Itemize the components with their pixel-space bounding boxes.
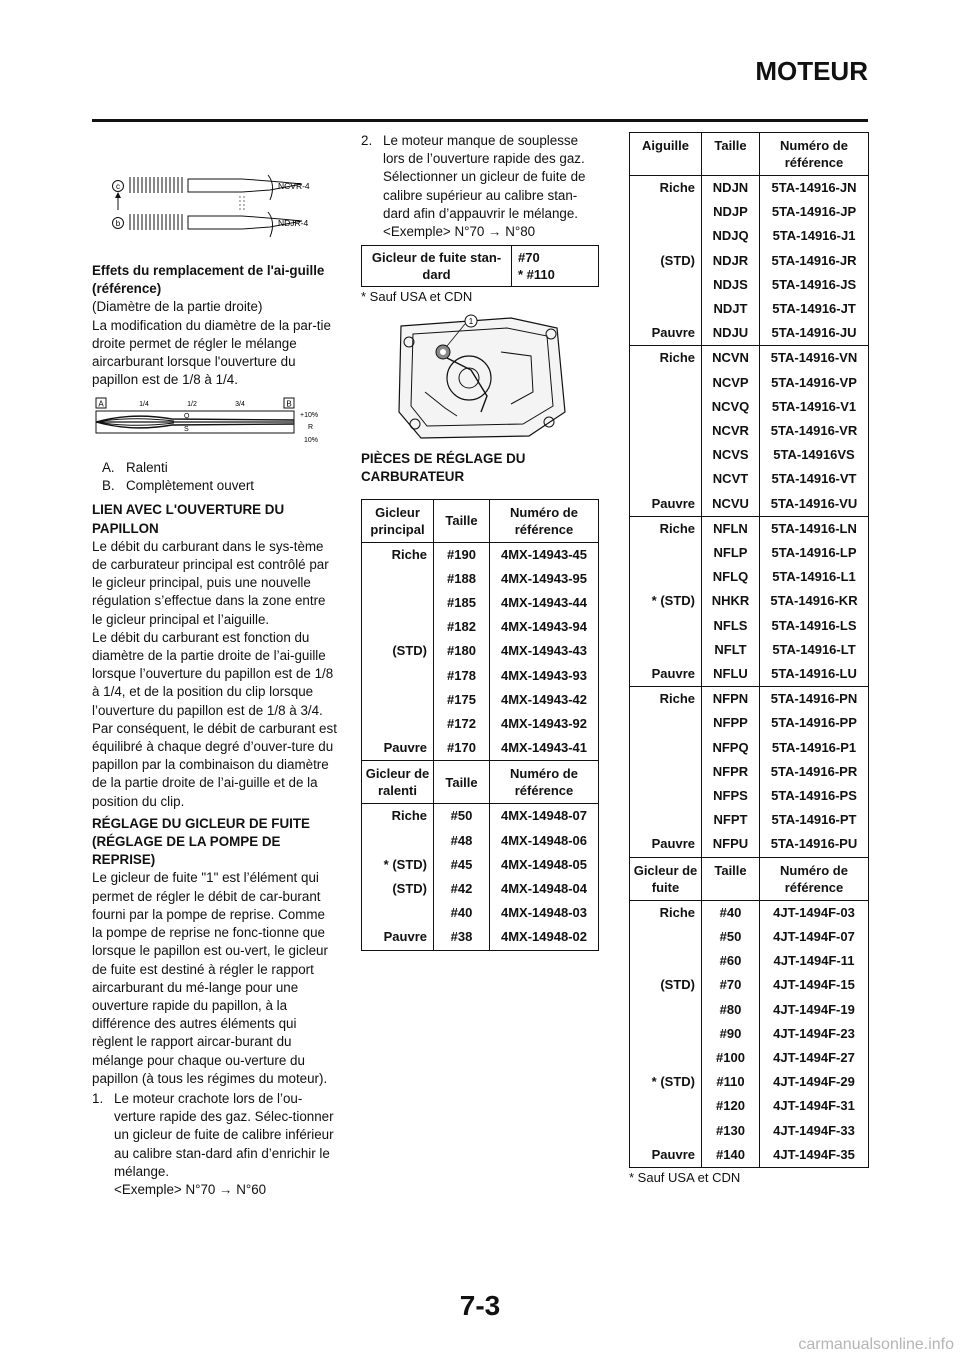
row-rating <box>630 1022 702 1046</box>
row-rating <box>362 591 434 615</box>
row-size: NFLS <box>702 614 760 638</box>
relation-paragraph-3: Par conséquent, le débit de carburant est équilibré à chaque degré d’ouver-ture du papillon par la combinaison du diamètre de la partie droite de l’ai-guille et de la position du clip. <box>92 720 337 809</box>
row-reference: 5TA-14916-LN <box>760 516 869 541</box>
row-reference: 4JT-1494F-15 <box>760 973 869 997</box>
row-size: #172 <box>434 712 490 736</box>
row-rating <box>630 565 702 589</box>
row-rating: Pauvre <box>651 836 695 852</box>
watermark: carmanualsonline.info <box>798 1336 954 1353</box>
row-size: #60 <box>702 949 760 973</box>
row-size: #40 <box>702 900 760 925</box>
row-reference: 4JT-1494F-19 <box>760 998 869 1022</box>
row-size: NCVT <box>702 467 760 491</box>
row-rating <box>630 419 702 443</box>
row-reference: 5TA-14916-JN <box>760 176 869 201</box>
row-reference: 5TA-14916-PT <box>760 808 869 832</box>
row-reference: 5TA-14916-J1 <box>760 224 869 248</box>
ref-header: Numéro de référence <box>490 499 599 542</box>
row-reference: 4MX-14943-93 <box>490 664 599 688</box>
carburetor-illustration <box>361 312 599 444</box>
row-size: #120 <box>702 1094 760 1118</box>
row-size: #48 <box>434 829 490 853</box>
table-row <box>630 176 869 201</box>
row-size: NFLN <box>702 516 760 541</box>
row-rating: (STD) <box>392 643 427 659</box>
row-rating <box>630 711 702 735</box>
tick-half: 1/2 <box>187 401 197 409</box>
row-size: #100 <box>702 1046 760 1070</box>
page-title: MOTEUR <box>755 56 868 86</box>
row-rating: Riche <box>391 546 427 562</box>
row-rating <box>362 712 434 736</box>
row-reference: 5TA-14916-VU <box>760 492 869 517</box>
table-row <box>630 638 869 662</box>
row-rating <box>630 998 702 1022</box>
ref-header: Numéro de référence <box>760 133 869 176</box>
row-rating <box>630 736 702 760</box>
leak-jet-steps-continued <box>361 132 599 241</box>
table-row <box>630 467 869 491</box>
needle-header: Aiguille <box>630 133 702 176</box>
table-row <box>630 784 869 808</box>
row-size: NCVS <box>702 443 760 467</box>
row-rating: Pauvre <box>651 1146 695 1162</box>
needle-label-c: c <box>116 182 120 191</box>
row-size: #45 <box>434 853 490 877</box>
ref-header: Numéro de référence <box>490 761 599 804</box>
row-reference: 4MX-14943-95 <box>490 567 599 591</box>
row-reference: 4MX-14943-45 <box>490 542 599 567</box>
needle-table-note: * Sauf USA et CDN <box>629 1169 741 1185</box>
needle-label-b: b <box>115 219 121 228</box>
row-rating: Riche <box>630 687 702 712</box>
table-row <box>630 516 869 541</box>
column-middle <box>361 130 599 951</box>
row-rating <box>362 567 434 591</box>
needle-figure <box>92 130 338 250</box>
row-rating <box>630 784 702 808</box>
main-and-slow-jet-table <box>361 499 599 951</box>
row-size: NFPP <box>702 711 760 735</box>
row-reference: 4JT-1494F-23 <box>760 1022 869 1046</box>
legend-item: B. Complètement ouvert <box>102 478 255 494</box>
row-rating: Pauvre <box>383 740 427 756</box>
row-size: #178 <box>434 664 490 688</box>
size-header: Taille <box>702 133 760 176</box>
row-rating <box>630 1046 702 1070</box>
pilot-table-note: * Sauf USA et CDN <box>361 289 473 305</box>
standard-leak-jet-label: Gicleur de fuite stan-dard <box>362 246 512 287</box>
carb-callout-1: 1 <box>468 317 474 327</box>
table-row <box>630 687 869 712</box>
legend-item: A. Ralenti <box>102 460 168 476</box>
table-row <box>630 565 869 589</box>
table-row <box>630 492 869 517</box>
row-reference: 5TA-14916-LT <box>760 638 869 662</box>
row-rating: (STD) <box>660 252 695 268</box>
row-size: NDJU <box>702 321 760 346</box>
table-row <box>630 900 869 925</box>
row-reference: 5TA-14916-VR <box>760 419 869 443</box>
row-size: NFPU <box>702 832 760 857</box>
table-row <box>630 346 869 371</box>
leak-jet-steps <box>92 1090 338 1199</box>
table-row <box>362 804 599 829</box>
curve-label-s: S <box>184 426 189 434</box>
row-size: NFLP <box>702 541 760 565</box>
row-size: NFPQ <box>702 736 760 760</box>
step-item: 1. Le moteur crachote lors de l’ou-verture rapide des gaz. Sélec-tionner un gicleur de fuite de calibre inférieur au calibre stan-dard afin d’enrichir le mélange. <Exemple> N°70 → N°60 <box>92 1090 338 1199</box>
table-row <box>630 371 869 395</box>
table-row <box>362 615 599 639</box>
row-rating: Pauvre <box>651 325 695 341</box>
standard-leak-jet-value: #70 <box>518 250 540 266</box>
throttle-diagram <box>92 397 338 453</box>
row-reference: 5TA-14916-VN <box>760 346 869 371</box>
row-rating <box>362 829 434 853</box>
row-reference: 5TA-14916-JP <box>760 200 869 224</box>
table-row <box>362 829 599 853</box>
row-rating <box>630 200 702 224</box>
needle-b-illustration <box>113 212 309 237</box>
table-row <box>362 925 599 950</box>
size-header: Taille <box>702 857 760 900</box>
table-row <box>630 273 869 297</box>
table-row <box>630 321 869 346</box>
needle-effects-heading: Effets du remplacement de l'ai-guille (référence) <box>92 263 325 297</box>
row-reference: 5TA-14916VS <box>760 443 869 467</box>
row-size: #175 <box>434 688 490 712</box>
tick-three-quarter: 3/4 <box>235 401 245 409</box>
row-reference: 5TA-14916-KR <box>760 589 869 613</box>
row-reference: 5TA-14916-LP <box>760 541 869 565</box>
row-size: NFLU <box>702 662 760 687</box>
column-right <box>629 132 869 1185</box>
needle-code-b: NDJR-4 <box>278 218 309 228</box>
row-size: NFPR <box>702 760 760 784</box>
row-reference: 4MX-14948-04 <box>490 877 599 901</box>
main-jet-header: Gicleur principal <box>362 499 434 542</box>
row-reference: 5TA-14916-VP <box>760 371 869 395</box>
row-rating: Riche <box>630 346 702 371</box>
table-row <box>630 443 869 467</box>
row-size: NCVP <box>702 371 760 395</box>
row-size: NFPS <box>702 784 760 808</box>
table-row <box>630 589 869 613</box>
throttle-legend <box>102 459 338 495</box>
needle-c-illustration <box>113 175 310 200</box>
row-rating: Riche <box>391 808 427 824</box>
row-rating: * (STD) <box>651 1074 695 1090</box>
row-size: #190 <box>434 542 490 567</box>
row-reference: 4JT-1494F-33 <box>760 1119 869 1143</box>
table-row <box>630 1022 869 1046</box>
row-size: NFLQ <box>702 565 760 589</box>
main-jet-rows <box>362 542 599 761</box>
table-row <box>630 973 869 997</box>
table-row <box>362 901 599 925</box>
row-size: #50 <box>702 925 760 949</box>
row-rating <box>630 273 702 297</box>
curve-label-q: Q <box>184 413 190 421</box>
row-reference: 4MX-14943-43 <box>490 639 599 663</box>
row-rating: Pauvre <box>383 929 427 945</box>
ref-header: Numéro de référence <box>760 857 869 900</box>
row-reference: 4JT-1494F-35 <box>760 1143 869 1168</box>
row-rating <box>630 760 702 784</box>
row-reference: 4MX-14943-41 <box>490 736 599 761</box>
row-rating: Riche <box>659 180 695 195</box>
row-reference: 4JT-1494F-29 <box>760 1070 869 1094</box>
throttle-opening-figure <box>92 397 338 453</box>
column-left <box>92 130 338 1199</box>
row-rating: Pauvre <box>651 666 695 682</box>
row-size: #170 <box>434 736 490 761</box>
size-header: Taille <box>434 499 490 542</box>
row-rating: Riche <box>659 904 695 920</box>
table-row <box>362 639 599 663</box>
row-reference: 4JT-1494F-07 <box>760 925 869 949</box>
row-reference: 4MX-14948-03 <box>490 901 599 925</box>
table-row <box>630 249 869 273</box>
table-row <box>630 224 869 248</box>
table-row <box>630 949 869 973</box>
row-rating <box>362 664 434 688</box>
table-row <box>630 760 869 784</box>
row-reference: 4JT-1494F-11 <box>760 949 869 973</box>
row-size: #188 <box>434 567 490 591</box>
row-size: NCVR <box>702 419 760 443</box>
table-row <box>630 614 869 638</box>
row-reference: 5TA-14916-JT <box>760 297 869 321</box>
table-row <box>362 542 599 567</box>
table-row <box>630 1119 869 1143</box>
row-rating: (STD) <box>660 977 695 993</box>
row-size: #185 <box>434 591 490 615</box>
row-reference: 5TA-14916-PS <box>760 784 869 808</box>
step-example: <Exemple> N°70 → N°80 <box>383 224 536 240</box>
row-reference: 4MX-14943-94 <box>490 615 599 639</box>
table-row <box>630 395 869 419</box>
row-reference: 5TA-14916-JS <box>760 273 869 297</box>
row-reference: 4JT-1494F-27 <box>760 1046 869 1070</box>
row-size: #40 <box>434 901 490 925</box>
row-rating <box>630 949 702 973</box>
needle-effects-text: La modification du diamètre de la par-tie droite permet de régler le mélange aircarburant lorsque l'ouverture du papillon est de 1/8 à 1/4. <box>92 317 331 388</box>
page-number: 7-3 <box>459 1290 501 1321</box>
row-size: #180 <box>434 639 490 663</box>
row-size: NDJS <box>702 273 760 297</box>
row-reference: 5TA-14916-LU <box>760 662 869 687</box>
table-row <box>630 832 869 857</box>
row-reference: 5TA-14916-PN <box>760 687 869 712</box>
row-rating <box>630 1094 702 1118</box>
tick-quarter: 1/4 <box>139 401 149 409</box>
standard-leak-jet-table <box>361 245 599 287</box>
table-row <box>630 736 869 760</box>
row-reference: 4JT-1494F-31 <box>760 1094 869 1118</box>
row-rating <box>630 297 702 321</box>
row-size: NDJT <box>702 297 760 321</box>
row-size: #42 <box>434 877 490 901</box>
leak-jet-header: Gicleur de fuite <box>630 857 702 900</box>
relation-paragraph-2: Le débit du carburant est fonction du diamètre de la partie droite de l’ai-guille lorsque l’ouverture du papillon est de 1/8 à 1/4, et de la position du clip lorsque l’ouverture du papillon est de 1/8 à 3/4. <box>92 629 334 718</box>
table-row <box>362 688 599 712</box>
row-rating <box>362 901 434 925</box>
row-rating <box>630 541 702 565</box>
title-rule <box>92 119 868 122</box>
scale-minus: 10% <box>304 437 319 445</box>
corner-label-b: B <box>286 399 292 409</box>
row-reference: 5TA-14916-LS <box>760 614 869 638</box>
row-size: NFPT <box>702 808 760 832</box>
row-reference: 5TA-14916-PU <box>760 832 869 857</box>
table-row <box>362 664 599 688</box>
row-reference: 4MX-14948-02 <box>490 925 599 950</box>
step-text: Le moteur crachote lors de l’ou-verture rapide des gaz. Sélec-tionner un gicleur de fuite de calibre inférieur au calibre stan-dard afin d’enrichir le mélange. <box>114 1090 334 1179</box>
table-row <box>362 567 599 591</box>
row-reference: 4MX-14948-07 <box>490 804 599 829</box>
row-size: #140 <box>702 1143 760 1168</box>
table-row <box>362 853 599 877</box>
row-size: #50 <box>434 804 490 829</box>
row-size: #130 <box>702 1119 760 1143</box>
needle-rows <box>630 176 869 858</box>
row-reference: 5TA-14916-PR <box>760 760 869 784</box>
row-size: NDJQ <box>702 224 760 248</box>
row-reference: 4MX-14943-42 <box>490 688 599 712</box>
needle-code-c: NCVR-4 <box>278 181 310 191</box>
row-reference: 5TA-14916-JU <box>760 321 869 346</box>
row-size: #80 <box>702 998 760 1022</box>
row-rating: * (STD) <box>383 856 427 872</box>
row-size: #90 <box>702 1022 760 1046</box>
step-text: Le moteur manque de souplesse lors de l’ouverture rapide des gaz. Sélectionner un gicleur de fuite de calibre supérieur au calibre stan-dard afin d’appauvrir le mélange. <box>383 133 586 221</box>
row-size: NFLT <box>702 638 760 662</box>
leak-jet-paragraph: Le gicleur de fuite "1" est l’élément qui permet de régler le débit de car-burant fourni par la pompe de reprise. Comme la pompe de reprise ne fonc-tionne que lorsque le papillon est ou-vert, le gicleur de fuite est destiné à régler le rapport aircarburant du mé-lange pour une ouverture rapide du papillon, à la différence des autres éléments qui règlent le rapport aircar-burant du mélange pour chaque ou-verture du papillon (à tous les régimes du moteur). <box>92 870 328 1086</box>
needle-diagram <box>92 130 338 250</box>
carb-parts-heading: PIÈCES DE RÉGLAGE DU CARBURATEUR <box>361 451 526 485</box>
row-reference: 5TA-14916-P1 <box>760 736 869 760</box>
table-row <box>630 419 869 443</box>
scale-r: R <box>308 424 314 432</box>
row-rating <box>630 443 702 467</box>
step-item: 2. Le moteur manque de souplesse lors de l’ouverture rapide des gaz. Sélectionner un gicleur de fuite de calibre supérieur au calibre stan-dard afin d’appauvrir le mélange. <Exemple> N°70 → N°80 <box>361 132 599 241</box>
table-row <box>630 297 869 321</box>
table-row <box>362 712 599 736</box>
row-size: NCVU <box>702 492 760 517</box>
row-size: #70 <box>702 973 760 997</box>
table-row <box>630 1143 869 1168</box>
row-rating <box>630 371 702 395</box>
row-reference: 4MX-14943-44 <box>490 591 599 615</box>
row-reference: 4MX-14948-05 <box>490 853 599 877</box>
row-reference: 5TA-14916-L1 <box>760 565 869 589</box>
row-reference: 4JT-1494F-03 <box>760 900 869 925</box>
row-size: NDJN <box>702 176 760 201</box>
row-size: NFPN <box>702 687 760 712</box>
carburetor-figure <box>361 312 599 444</box>
table-row <box>630 808 869 832</box>
row-size: #110 <box>702 1070 760 1094</box>
row-reference: 4MX-14948-06 <box>490 829 599 853</box>
row-reference: 5TA-14916-JR <box>760 249 869 273</box>
row-size: #38 <box>434 925 490 950</box>
row-rating <box>630 638 702 662</box>
row-size: #182 <box>434 615 490 639</box>
row-size: NCVQ <box>702 395 760 419</box>
table-row <box>630 925 869 949</box>
table-row <box>630 1046 869 1070</box>
row-rating <box>630 467 702 491</box>
table-row <box>630 200 869 224</box>
scale-plus: +10% <box>300 412 319 420</box>
leak-jet-heading: RÉGLAGE DU GICLEUR DE FUITE (RÉGLAGE DE LA POMPE DE REPRISE) <box>92 815 310 868</box>
table-row <box>630 1094 869 1118</box>
row-rating <box>630 614 702 638</box>
row-rating: (STD) <box>392 881 427 897</box>
row-size: NDJP <box>702 200 760 224</box>
table-row <box>630 662 869 687</box>
needle-effects-subtitle: (Diamètre de la partie droite) <box>92 299 263 315</box>
row-rating <box>630 1119 702 1143</box>
row-rating <box>630 925 702 949</box>
row-rating <box>630 224 702 248</box>
table-row <box>362 877 599 901</box>
leak-jet-rows <box>630 900 869 1167</box>
row-rating: Riche <box>630 516 702 541</box>
row-rating <box>362 615 434 639</box>
row-reference: 5TA-14916-V1 <box>760 395 869 419</box>
row-reference: 5TA-14916-PP <box>760 711 869 735</box>
row-rating <box>630 395 702 419</box>
table-row <box>630 541 869 565</box>
size-header: Taille <box>434 761 490 804</box>
step-example: <Exemple> N°70 → N°60 <box>114 1181 267 1197</box>
row-size: NCVN <box>702 346 760 371</box>
needle-and-leak-jet-table <box>629 132 869 1168</box>
table-row <box>630 1070 869 1094</box>
table-row <box>362 591 599 615</box>
relation-heading: LIEN AVEC L'OUVERTURE DU PAPILLON <box>92 502 285 536</box>
relation-paragraph-1: Le débit du carburant dans le sys-tème de carburateur principal est contrôlé par le gicleur principal, puis une nouvelle régulation s’effectue dans la zone entre le gicleur principal et l’aiguille. <box>92 538 329 627</box>
row-rating: * (STD) <box>651 593 695 609</box>
table-row <box>630 711 869 735</box>
row-reference: 5TA-14916-VT <box>760 467 869 491</box>
standard-leak-jet-value-alt: * #110 <box>518 267 555 283</box>
row-rating <box>362 688 434 712</box>
row-size: NHKR <box>702 589 760 613</box>
row-rating: Pauvre <box>651 495 695 511</box>
slow-jet-rows <box>362 804 599 950</box>
table-row <box>630 998 869 1022</box>
row-size: NDJR <box>702 249 760 273</box>
row-rating <box>630 808 702 832</box>
table-row <box>362 736 599 761</box>
slow-jet-header: Gicleur de ralenti <box>362 761 434 804</box>
row-reference: 4MX-14943-92 <box>490 712 599 736</box>
corner-label-a: A <box>98 399 104 409</box>
